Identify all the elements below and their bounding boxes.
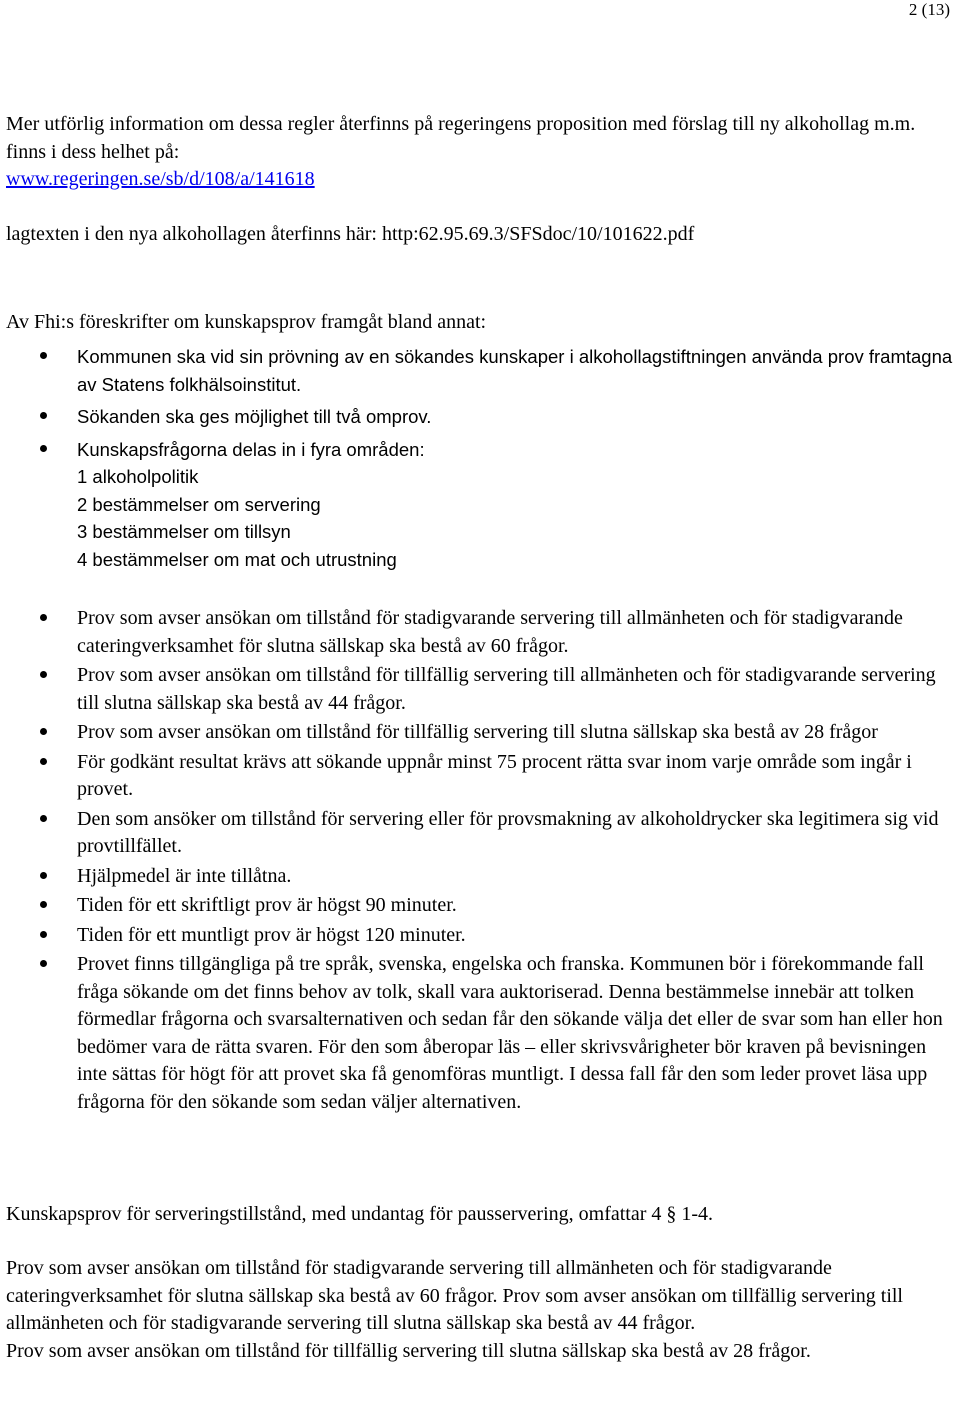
area-item: 3 bestämmelser om tillsyn — [77, 521, 291, 542]
bullet-icon — [40, 352, 47, 359]
area-item: 4 bestämmelser om mat och utrustning — [77, 548, 397, 570]
bullet-icon — [40, 960, 47, 967]
rule-text: Prov som avser ansökan om tillstånd för tillfällig servering till allmänheten och för stadigvarande servering till slutna sällskap ska bestå av 44 frågor. — [77, 664, 936, 714]
page-number: 2 (13) — [908, 0, 950, 19]
list-item — [0, 749, 958, 804]
bullet-text: Kommunen ska vid sin prövning av en sökandes kunskaper i alkohollagstiftningen använda prov framtagna av Statens folkhälsoinstitut. — [77, 346, 953, 395]
bullet-text: Kunskapsfrågorna delas in i fyra områden: — [77, 438, 425, 460]
list-item — [0, 605, 958, 660]
area-item: 2 bestämmelser om servering — [77, 493, 321, 515]
fhi-heading: Av Fhi:s föreskrifter om kunskapsprov framgåt bland annat: — [6, 311, 487, 333]
closing-paragraph: Prov som avser ansökan om tillstånd för stadigvarande servering till allmänheten och för stadigvarande cateringverksamhet för slutna sällskap ska bestå av 60 frågor. Prov som avser ansökan om tillfällig servering till allmänheten och för stadigvarande servering till slutna sällskap ska bestå av 44 frågor. — [6, 1257, 903, 1334]
list-item — [0, 343, 958, 398]
closing-paragraph: Prov som avser ansökan om tillstånd för tillfällig servering till slutna sällskap ska bestå av 28 frågor. — [6, 1339, 811, 1362]
law-text-line: lagtexten i den nya alkohollagen återfinns här: http:62.95.69.3/SFSdoc/10/101622.pdf — [6, 223, 695, 245]
bullet-icon — [40, 758, 47, 765]
intro-section — [6, 111, 951, 194]
rule-text: För godkänt resultat krävs att sökande uppnår minst 75 procent rätta svar inom varje område som ingår i provet. — [77, 750, 912, 800]
fhi-section — [6, 309, 951, 337]
list-item — [0, 662, 958, 717]
closing-section — [6, 1255, 951, 1365]
list-item — [0, 719, 958, 747]
rule-text: Tiden för ett muntligt prov är högst 120 minuter. — [77, 923, 466, 946]
rules-list — [0, 605, 958, 1116]
list-item — [0, 863, 958, 891]
rule-text: Prov som avser ansökan om tillstånd för tillfällig servering till slutna sällskap ska bestå av 28 frågor — [77, 721, 878, 743]
bullet-icon — [40, 412, 47, 419]
summary-text: Kunskapsprov för serveringstillstånd, med undantag för pausservering, omfattar 4 § 1-4. — [6, 1203, 714, 1225]
rule-text: Den som ansöker om tillstånd för servering eller för provsmakning av alkoholdrycker ska legitimera sig vid provtillfället. — [77, 807, 939, 857]
rule-text: Provet finns tillgängliga på tre språk, svenska, engelska och franska. Kommunen bör i förekommande fall fråga sökande om det finns behov av tolk, skall vara auktoriserad. Denna bestämmelse innebär att tolken förmedlar frågorna och svarsalternativen och sedan får den sökande välja det eller de svar som han eller hon bedömer vara de rätta svaren. För den som åberopar läs – eller skrivsvårigheter bör kraven på bevisningen inte sättas för högt för att provet ska få genomföras muntligt. I dessa fall får den som leder provet läsa upp frågorna för den sökande som sedan väljer alternativen. — [77, 953, 943, 1113]
list-item — [0, 403, 958, 431]
bullet-icon — [40, 671, 47, 678]
law-text-section — [6, 221, 951, 249]
list-item — [0, 436, 958, 574]
bullet-icon — [40, 728, 47, 735]
list-item — [0, 922, 958, 950]
list-item — [0, 806, 958, 861]
rule-text: Prov som avser ansökan om tillstånd för stadigvarande servering till allmänheten och för stadigvarande cateringverksamhet för slutna sällskap ska bestå av 60 frågor. — [77, 607, 903, 657]
regeringen-link[interactable]: www.regeringen.se/sb/d/108/a/141618 — [6, 168, 315, 190]
fhi-bullet-list — [0, 343, 958, 573]
summary-section — [6, 1201, 951, 1229]
bullet-icon — [40, 931, 47, 938]
area-item: 1 alkoholpolitik — [77, 466, 199, 487]
bullet-icon — [40, 872, 47, 879]
list-item — [0, 951, 958, 1116]
rule-text: Hjälpmedel är inte tillåtna. — [77, 864, 292, 887]
rule-text: Tiden för ett skriftligt prov är högst 90 minuter. — [77, 894, 457, 916]
intro-text: Mer utförlig information om dessa regler återfinns på regeringens proposition med förslag till ny alkohollag m.m. finns i dess helhet på: — [6, 113, 916, 163]
bullet-text: Sökanden ska ges möjlighet till två omprov. — [77, 406, 432, 427]
bullet-icon — [40, 614, 47, 621]
list-item — [0, 892, 958, 920]
bullet-icon — [40, 815, 47, 822]
bullet-icon — [40, 445, 47, 452]
bullet-icon — [40, 901, 47, 908]
